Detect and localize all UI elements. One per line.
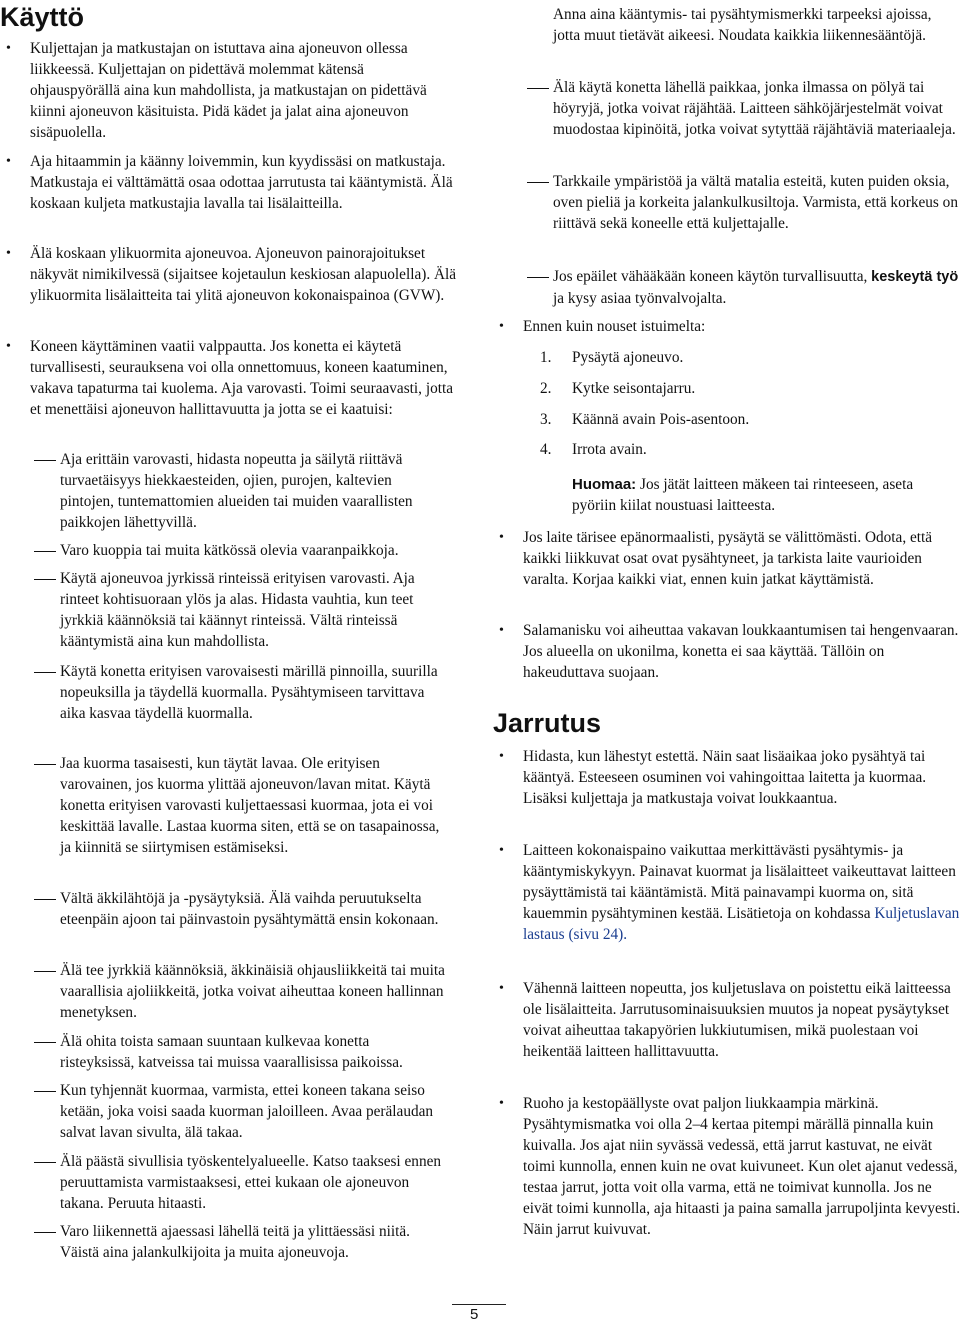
bullet-icon: • xyxy=(499,749,504,764)
numbered-step xyxy=(540,378,960,399)
dash-item xyxy=(34,1031,446,1073)
dash-item xyxy=(34,449,446,533)
dash-item xyxy=(34,1080,446,1143)
step-number: 4. xyxy=(540,441,552,458)
dash-item xyxy=(34,753,446,858)
dash-item xyxy=(527,77,959,140)
dash-marker xyxy=(34,1162,56,1163)
note xyxy=(572,474,957,516)
bullet-icon: • xyxy=(499,981,504,996)
step-text: Käännä avain Pois-asentoon. xyxy=(572,411,750,428)
section-title-kaytto: Käyttö xyxy=(0,2,85,32)
dash-marker xyxy=(527,277,549,278)
list-item-text: Hidasta, kun lähestyt estettä. Näin saat lisäaikaa joko pysähtyä tai kääntyä. Esteeseen osuminen voi vahingoittaa laitetta ja kuormaa. Lisäksi kuljettaja ja matkustaja voivat loukkaantua. xyxy=(523,748,927,807)
list-item-text: Salamanisku voi aiheuttaa vakavan loukkaantumisen tai hengenvaaran. Jos alueella on ukonilma, konetta ei saa käyttää. Tällöin on hakeuduttava suojaan. xyxy=(523,622,959,681)
list-item-text: Koneen käyttäminen vaatii valppautta. Jos konetta ei käytetä turvallisesti, seurauksena voi olla onnettomuus, koneen kaatuminen, vakava tapaturma tai kuolema. Aja varovasti. Toimi seuraavasti, jotta et menettäisi ajoneuvon hallittavuutta ja jotta se ei kaatuisi: xyxy=(30,338,454,418)
continued-text: Anna aina kääntymis- tai pysähtymismerkki tarpeeksi ajoissa, jotta muut tietävät aikeesi. Noudata kaikkia liikennesääntöjä. xyxy=(553,6,932,44)
step-number: 1. xyxy=(540,349,552,366)
list-item xyxy=(499,1093,960,1240)
note-label: Huomaa: xyxy=(572,476,637,493)
dash-item-text: Varo kuoppia tai muita kätkössä olevia vaaranpaikkoja. xyxy=(60,542,399,559)
list-item-text: Jos laite tärisee epänormaalisti, pysäytä se välittömästi. Odota, että kaikki liikkuvat osat ovat pysähtyneet, ja tarkista laite vaurioiden varalta. Korjaa kaikki viat, ennen kuin jatkat käyttämistä. xyxy=(523,529,933,588)
dash-item xyxy=(527,266,959,309)
bullet-icon: • xyxy=(499,843,504,858)
dash-item-text: Jos epäilet vähääkään koneen käytön turvallisuutta, keskeytä työ ja kysy asiaa työnvalvojalta. xyxy=(553,268,959,307)
list-item-text: Ennen kuin nouset istuimelta: xyxy=(523,318,706,335)
dash-item-text: Älä tee jyrkkiä käännöksiä, äkkinäisiä ohjausliikkeitä tai muita vaarallisia ajoliikkeitä, jotka voivat aiheuttaa koneen hallinnan menetyksen. xyxy=(60,962,445,1021)
bullet-icon: • xyxy=(6,246,11,261)
dash-item xyxy=(34,888,446,930)
list-item xyxy=(499,978,960,1062)
list-item xyxy=(499,316,959,337)
dash-item-text: Käytä konetta erityisen varovaisesti märillä pinnoilla, suurilla nopeuksilla ja täydellä kuormalla. Pysähtymiseen tarvittava aika kasvaa täydellä kuormalla. xyxy=(60,663,438,722)
list-item-text: Ruoho ja kestopäällyste ovat paljon liukkaampia märkinä. Pysähtymismatka voi olla 2–4 kertaa pitempi märällä pinnalla kuin kuivalla. Jos ajat niin syvässä vedessä, että jarrut kastuvat, ne eivät toimi kunnolla, ennen kuin ne ovat kuivuneet. Kun olet ajanut vedessä, testaa jarrut, jotta voit olla varma, että ne toimivat kunnolla. Jos ne eivät toimi kunnolla, aja hitaasti ja paina samalla jarrupoljinta kevyesti. Näin jarrut kuivuvat. xyxy=(523,1095,960,1238)
dash-item xyxy=(34,661,446,724)
dash-marker xyxy=(34,764,56,765)
dash-item xyxy=(34,540,474,561)
cross-reference-link[interactable]: Kuljetuslavan lastaus (sivu 24). xyxy=(523,905,960,943)
bullet-icon: • xyxy=(6,154,11,169)
step-text: Kytke seisontajarru. xyxy=(572,380,696,397)
dash-item xyxy=(527,171,959,234)
page-number: 5 xyxy=(470,1306,479,1323)
dash-marker xyxy=(34,672,56,673)
footer-rule xyxy=(452,1304,506,1305)
list-item xyxy=(499,746,960,809)
dash-marker xyxy=(34,1042,56,1043)
list-item-text: Älä koskaan ylikuormita ajoneuvoa. Ajoneuvon painorajoitukset näkyvät nimikilvessä (sijaitsee kojetaulun keskiosan alapuolella). Älä ylikuormita lisälaitteita tai ylitä ajoneuvon kokonaispainoa (GVW). xyxy=(30,245,457,304)
dash-marker xyxy=(34,1091,56,1092)
bullet-icon: • xyxy=(499,530,504,545)
dash-item-text: Älä päästä sivullisia työskentelyalueelle. Katso taaksesi ennen peruuttamista varmistaaksesi, ettei kukaan ole ajoneuvon takana. Peruuta hitaasti. xyxy=(60,1153,442,1212)
dash-item xyxy=(34,1221,446,1263)
dash-marker xyxy=(34,971,56,972)
dash-item xyxy=(34,568,446,652)
dash-marker xyxy=(34,1232,56,1233)
dash-marker xyxy=(34,460,56,461)
list-item-text: Laitteen kokonaispaino vaikuttaa merkittävästi pysähtymis- ja kääntymiskykyyn. Painavat kuormat ja lisälaitteet vaikeuttavat laitteen pysäyttämistä tai kääntämistä. Mitä painavampi kuorma on, sitä kauemmin pysähtyminen kestää. Lisätietoja on kohdassa Kuljetuslavan lastaus (sivu 24). xyxy=(523,842,960,943)
dash-item-text: Aja erittäin varovasti, hidasta nopeutta ja säilytä riittävä turvaetäisyys hiekkaesteiden, ojien, purojen, kaltevien pintojen, tuntemattomien alueiden tai muiden vaarallisten paikkojen lähettyvillä. xyxy=(60,451,413,531)
bullet-icon: • xyxy=(6,339,11,354)
numbered-step xyxy=(540,409,960,430)
step-text: Pysäytä ajoneuvo. xyxy=(572,349,684,366)
dash-item-text: Tarkkaile ympäristöä ja vältä matalia esteitä, kuten puiden oksia, oven pieliä ja korkeita jalankulkusiltoja. Varmista, että korkeus on riittävä sekä koneelle että kuljettajalle. xyxy=(553,173,958,232)
list-item xyxy=(499,527,959,590)
note-text: Jos jätät laitteen mäkeen tai rinteeseen, aseta pyöriin kiilat noustuasi laitteesta. xyxy=(572,476,914,514)
step-number: 2. xyxy=(540,380,552,397)
dash-item xyxy=(34,960,446,1023)
list-item xyxy=(499,620,959,683)
list-item-text: Aja hitaammin ja käänny loivemmin, kun kyydissäsi on matkustaja. Matkustaja ei välttämättä osaa odottaa jarrutusta tai kääntymistä. Älä koskaan kuljeta matkustajia lavalla tai lisälaitteilla. xyxy=(30,153,453,212)
numbered-step xyxy=(540,347,960,368)
bullet-icon: • xyxy=(499,319,504,334)
list-item xyxy=(6,38,446,143)
dash-marker xyxy=(527,88,549,89)
list-item xyxy=(6,151,456,214)
list-item xyxy=(499,840,960,945)
dash-marker xyxy=(527,182,549,183)
dash-marker xyxy=(34,579,56,580)
bullet-icon: • xyxy=(6,41,11,56)
dash-marker xyxy=(34,551,56,552)
dash-item xyxy=(34,1151,446,1214)
dash-item-text: Vältä äkkilähtöjä ja -pysäytyksiä. Älä vaihda peruutukselta eteenpäin ajoon tai päinvastoin pysähtymättä ensin kokonaan. xyxy=(60,890,439,928)
numbered-step xyxy=(540,439,960,460)
bold-text: keskeytä työ xyxy=(871,269,959,285)
dash-item-text: Älä ohita toista samaan suuntaan kulkevaa konetta risteyksissä, katveissa tai muissa vaarallisissa paikoissa. xyxy=(60,1033,403,1071)
bullet-icon: • xyxy=(499,623,504,638)
dash-item-text: Varo liikennettä ajaessasi lähellä teitä ja ylittäessäsi niitä. Väistä aina jalankulkijoita ja muita ajoneuvoja. xyxy=(60,1223,411,1261)
list-item-text: Vähennä laitteen nopeutta, jos kuljetuslava on poistettu eikä laitteessa ole lisälaitteita. Jarrutusominaisuuksien muutos ja nopeat pysäytykset voivat aiheuttaa takapyörien lukkiutumisen, mikä puolestaan voi heikentää laitteen hallittavuutta. xyxy=(523,980,951,1060)
dash-item-text: Kun tyhjennät kuormaa, varmista, ettei koneen takana seiso ketään, joka voisi saada kuorman jaloilleen. Avaa perälaudan salvat lavan sivulta, älä takaa. xyxy=(60,1082,434,1141)
list-item-text: Kuljettajan ja matkustajan on istuttava aina ajoneuvon ollessa liikkeessä. Kuljettajan on pidettävä molemmat kätensä ohjauspyörällä aina kun mahdollista, ja matkustajan on pidettävä kiinni ajoneuvon käsituista. Pidä kädet ja jalat aina ajoneuvon sisäpuolella. xyxy=(30,40,427,141)
dash-item-text: Jaa kuorma tasaisesti, kun täytät lavaa. Ole erityisen varovainen, jos kuorma ylittää ajoneuvon/lavan mitat. Käytä konetta erityisen varovasti kuljettaessasi kuormaa, jota ei voi keskittää lavalle. Lastaa kuorma siten, että se on tasapainossa, ja kiinnitä se siirtymisen estämiseksi. xyxy=(60,755,440,856)
dash-marker xyxy=(34,899,56,900)
step-number: 3. xyxy=(540,411,552,428)
list-item xyxy=(6,336,462,420)
section-title-jarrutus: Jarrutus xyxy=(493,708,602,738)
step-text: Irrota avain. xyxy=(572,441,647,458)
bullet-icon: • xyxy=(499,1096,504,1111)
dash-item-text: Käytä ajoneuvoa jyrkissä rinteissä erityisen varovasti. Aja rinteet kohtisuoraan ylös ja alas. Hidasta vauhtia, kun teet jyrkkiä käännöksiä tai käännyt rinteissä. Vältä rinteissä kääntymistä aina kun mahdollista. xyxy=(60,570,415,650)
dash-item-text: Älä käytä konetta lähellä paikkaa, jonka ilmassa on pölyä tai höyryjä, jotka voivat räjähtää. Laitteen sähköjärjestelmät voivat muodostaa kipinöitä, jotka voivat sytyttää räjähtäviä materiaaleja. xyxy=(553,79,956,138)
list-item xyxy=(6,243,461,306)
